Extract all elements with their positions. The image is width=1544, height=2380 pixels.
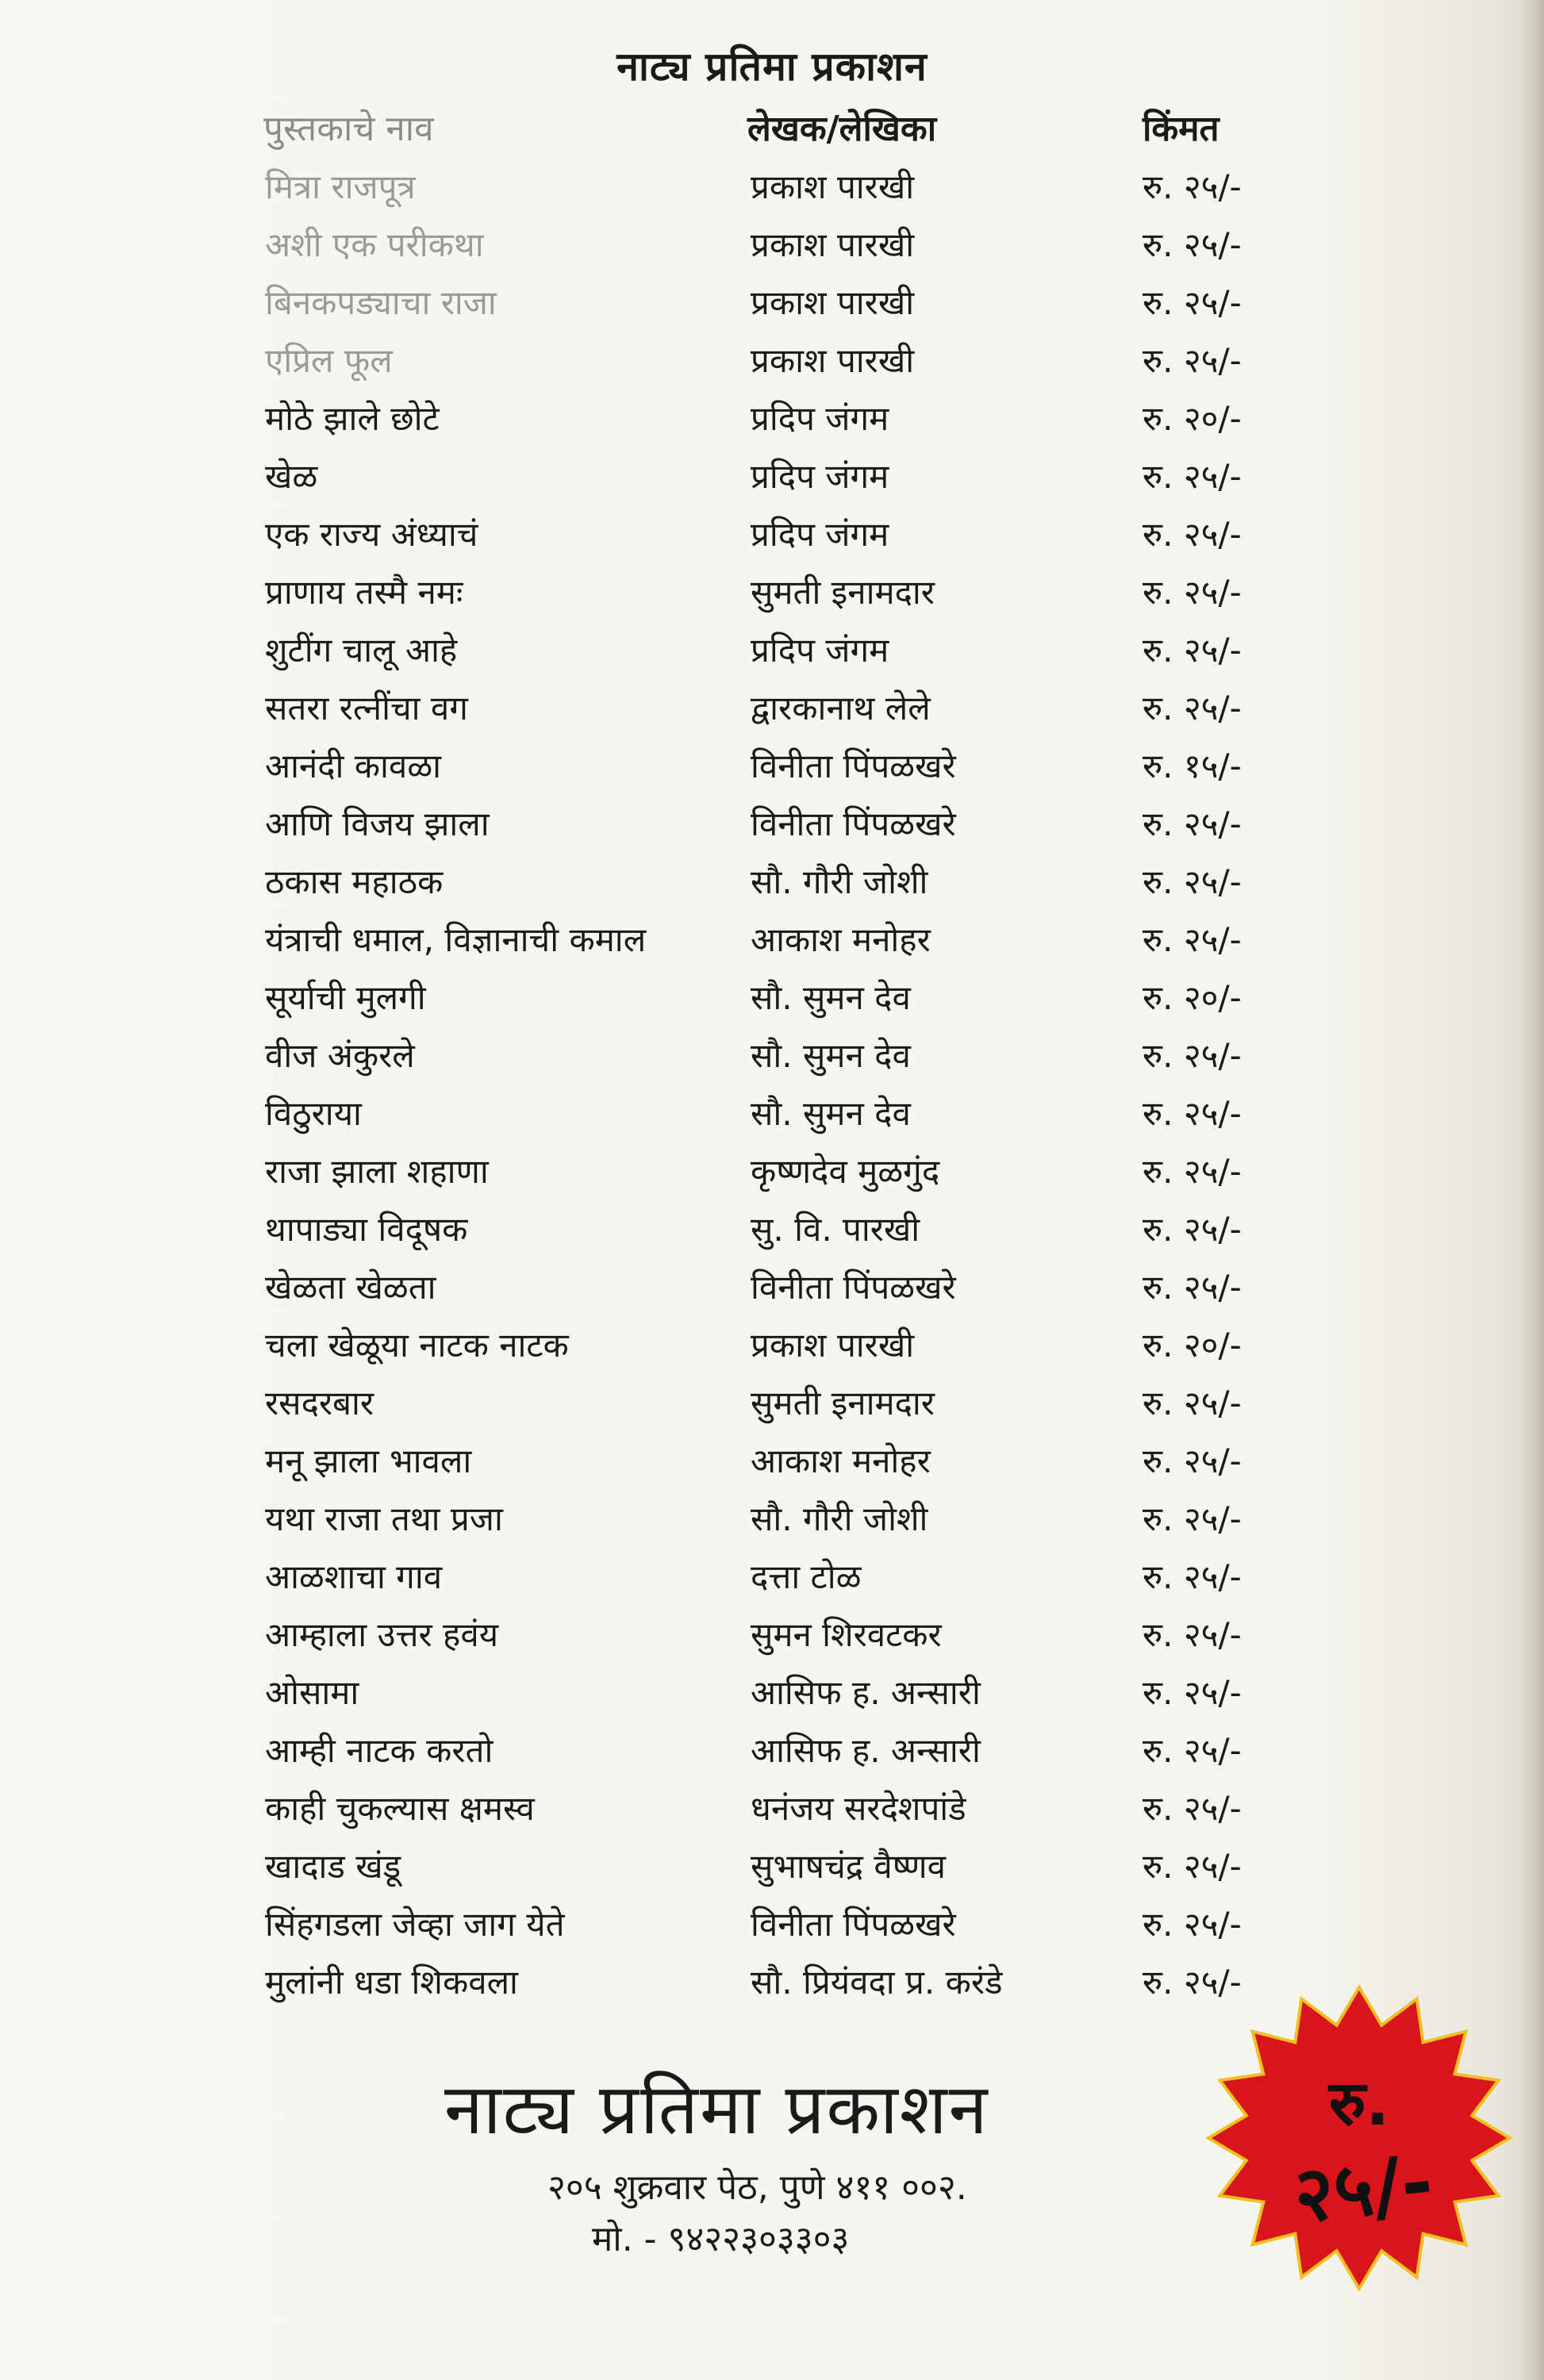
book-author: सौ. गौरी जोशी <box>751 862 928 901</box>
book-title: ठकास महाठक <box>265 862 444 901</box>
book-price: रु. २५/- <box>1143 341 1242 380</box>
book-row <box>0 1491 1544 1549</box>
book-author: आसिफ ह. अन्सारी <box>751 1673 981 1712</box>
book-author: आकाश मनोहर <box>751 1441 931 1480</box>
book-author: प्रकाश पारखी <box>751 1326 915 1365</box>
book-price: रु. २५/- <box>1143 283 1242 322</box>
book-title: वीज अंकुरले <box>265 1036 415 1075</box>
book-author: सौ. सुमन देव <box>751 1094 911 1133</box>
book-row <box>0 1664 1544 1722</box>
book-row <box>0 564 1544 622</box>
book-author: विनीता पिंपळखरे <box>751 1268 956 1307</box>
book-row <box>0 969 1544 1027</box>
book-author: आकाश मनोहर <box>751 920 931 959</box>
book-author: विनीता पिंपळखरे <box>751 804 956 843</box>
book-price: रु. २५/- <box>1143 1384 1242 1422</box>
footer-address: २०५ शुक्रवार पेठ, पुणे ४११ ००२. <box>547 2167 967 2208</box>
book-title: सतरा रत्नींचा वग <box>265 689 468 727</box>
book-list <box>0 159 1544 2012</box>
book-row <box>0 159 1544 217</box>
book-price: रु. १५/- <box>1143 747 1242 785</box>
book-author: कृष्णदेव मुळगुंद <box>751 1152 940 1191</box>
book-author: प्रकाश पारखी <box>751 283 915 322</box>
book-title: एक राज्य अंध्याचं <box>265 515 478 554</box>
book-title: अशी एक परीकथा <box>265 225 484 264</box>
price-badge-amount: २५/- <box>1289 2137 1438 2240</box>
book-title: राजा झाला शहाणा <box>265 1152 489 1191</box>
book-price: रु. २०/- <box>1143 978 1242 1017</box>
book-row <box>0 1896 1544 1954</box>
book-row <box>0 274 1544 332</box>
book-price: रु. २५/- <box>1143 1789 1242 1828</box>
book-price: रु. २५/- <box>1143 1210 1242 1249</box>
footer-phone: मो. - ९४२२३०३३०३ <box>592 2219 850 2259</box>
book-author: प्रकाश पारखी <box>751 341 915 380</box>
book-price: रु. २५/- <box>1143 1094 1242 1133</box>
book-author: सौ. सुमन देव <box>751 1036 911 1075</box>
book-price: रु. २५/- <box>1143 689 1242 727</box>
book-price: रु. २५/- <box>1143 1905 1242 1944</box>
book-title: काही चुकल्यास क्षमस्व <box>265 1789 535 1828</box>
book-row <box>0 1433 1544 1491</box>
book-row <box>0 1259 1544 1317</box>
book-title: यथा राजा तथा प्रजा <box>265 1499 503 1538</box>
book-author: सु. वि. पारखी <box>751 1210 920 1249</box>
book-price: रु. २५/- <box>1143 804 1242 843</box>
book-author: सुमती इनामदार <box>751 573 935 612</box>
book-title: खादाड खंडू <box>265 1847 401 1886</box>
book-row <box>0 448 1544 506</box>
book-price: रु. २५/- <box>1143 1268 1242 1307</box>
book-row <box>0 1027 1544 1085</box>
book-author: सुमन शिरवटकर <box>751 1615 942 1654</box>
book-title: विठुराया <box>265 1094 362 1133</box>
book-title: बिनकपड्याचा राजा <box>265 283 497 322</box>
column-headers <box>0 103 1544 159</box>
book-author: सौ. सुमन देव <box>751 978 911 1017</box>
book-title: मोठे झाले छोटे <box>265 399 440 438</box>
book-title: मुलांनी धडा शिकवला <box>265 1963 518 2002</box>
book-row <box>0 1201 1544 1259</box>
book-title: शुटींग चालू आहे <box>265 631 458 670</box>
book-price: रु. २५/- <box>1143 1036 1242 1075</box>
book-row <box>0 1838 1544 1896</box>
book-row <box>0 1549 1544 1606</box>
book-price: रु. २०/- <box>1143 1326 1242 1365</box>
book-author: सौ. गौरी जोशी <box>751 1499 928 1538</box>
book-row <box>0 1722 1544 1780</box>
column-header-author: लेखक/लेखिका <box>747 109 937 149</box>
book-title: खेळ <box>265 457 318 496</box>
book-price: रु. २५/- <box>1143 573 1242 612</box>
book-author: प्रकाश पारखी <box>751 167 915 206</box>
book-author: धनंजय सरदेशपांडे <box>751 1789 966 1828</box>
book-row <box>0 1375 1544 1433</box>
book-price: रु. २५/- <box>1143 167 1242 206</box>
book-row <box>0 1143 1544 1201</box>
book-author: प्रदिप जंगम <box>751 457 889 496</box>
book-price: रु. २५/- <box>1143 920 1242 959</box>
book-price: रु. २५/- <box>1143 1673 1242 1712</box>
book-title: रसदरबार <box>265 1384 374 1422</box>
book-row <box>0 217 1544 274</box>
book-row <box>0 622 1544 680</box>
book-title: एप्रिल फूल <box>265 341 393 380</box>
book-price: रु. २५/- <box>1143 457 1242 496</box>
book-price: रु. २५/- <box>1143 1615 1242 1654</box>
book-author: विनीता पिंपळखरे <box>751 747 956 785</box>
book-author: विनीता पिंपळखरे <box>751 1905 956 1944</box>
book-title: आम्हाला उत्तर हवंय <box>265 1615 499 1654</box>
book-price: रु. २५/- <box>1143 225 1242 264</box>
book-row <box>0 1606 1544 1664</box>
book-row <box>0 854 1544 912</box>
book-row <box>0 1780 1544 1838</box>
book-row <box>0 796 1544 854</box>
book-title: प्राणाय तस्मै नमः <box>265 573 463 612</box>
book-author: दत्ता टोळ <box>751 1557 862 1596</box>
book-author: सुभाषचंद्र वैष्णव <box>751 1847 946 1886</box>
price-badge-currency: रु. <box>1328 2068 1390 2140</box>
book-title: खेळता खेळता <box>265 1268 436 1307</box>
price-badge <box>1204 1983 1514 2293</box>
book-price: रु. २५/- <box>1143 862 1242 901</box>
book-row <box>0 912 1544 969</box>
book-author: सुमती इनामदार <box>751 1384 935 1422</box>
book-author: आसिफ ह. अन्सारी <box>751 1731 981 1770</box>
book-row <box>0 680 1544 738</box>
book-price: रु. २५/- <box>1143 1847 1242 1886</box>
book-price: रु. २५/- <box>1143 1441 1242 1480</box>
book-title: सिंहगडला जेव्हा जाग येते <box>265 1905 565 1944</box>
book-row <box>0 1317 1544 1375</box>
book-title: ओसामा <box>265 1673 359 1712</box>
book-author: प्रदिप जंगम <box>751 515 889 554</box>
book-price: रु. २५/- <box>1143 631 1242 670</box>
book-title: सूर्याची मुलगी <box>265 978 426 1017</box>
book-title: आम्ही नाटक करतो <box>265 1731 494 1770</box>
book-title: चला खेळूया नाटक नाटक <box>265 1326 569 1365</box>
book-price: रु. २०/- <box>1143 399 1242 438</box>
book-price: रु. २५/- <box>1143 1731 1242 1770</box>
book-author: प्रकाश पारखी <box>751 225 915 264</box>
column-header-title: पुस्तकाचे नाव <box>263 109 434 149</box>
book-title: आणि विजय झाला <box>265 804 490 843</box>
book-author: द्वारकानाथ लेले <box>751 689 931 727</box>
book-price: रु. २५/- <box>1143 1963 1242 2002</box>
book-row <box>0 738 1544 796</box>
book-price: रु. २५/- <box>1143 515 1242 554</box>
book-price: रु. २५/- <box>1143 1152 1242 1191</box>
book-row <box>0 332 1544 390</box>
book-row <box>0 1085 1544 1143</box>
book-title: यंत्राची धमाल, विज्ञानाची कमाल <box>265 920 647 959</box>
book-price: रु. २५/- <box>1143 1557 1242 1596</box>
book-author: प्रदिप जंगम <box>751 631 889 670</box>
publisher-title: नाट्य प्रतिमा प्रकाशन <box>616 44 928 90</box>
footer-publisher-name: नाट्य प्रतिमा प्रकाशन <box>444 2068 989 2150</box>
book-row <box>0 390 1544 448</box>
book-author: प्रदिप जंगम <box>751 399 889 438</box>
book-title: थापाड्या विदूषक <box>265 1210 468 1249</box>
book-row <box>0 506 1544 564</box>
book-title: आनंदी कावळा <box>265 747 442 785</box>
book-title: आळशाचा गाव <box>265 1557 443 1596</box>
book-title: मित्रा राजपूत्र <box>265 167 416 206</box>
book-price: रु. २५/- <box>1143 1499 1242 1538</box>
column-header-price: किंमत <box>1143 109 1219 149</box>
book-title: मनू झाला भावला <box>265 1441 472 1480</box>
book-author: सौ. प्रियंवदा प्र. करंडे <box>751 1963 1003 2002</box>
